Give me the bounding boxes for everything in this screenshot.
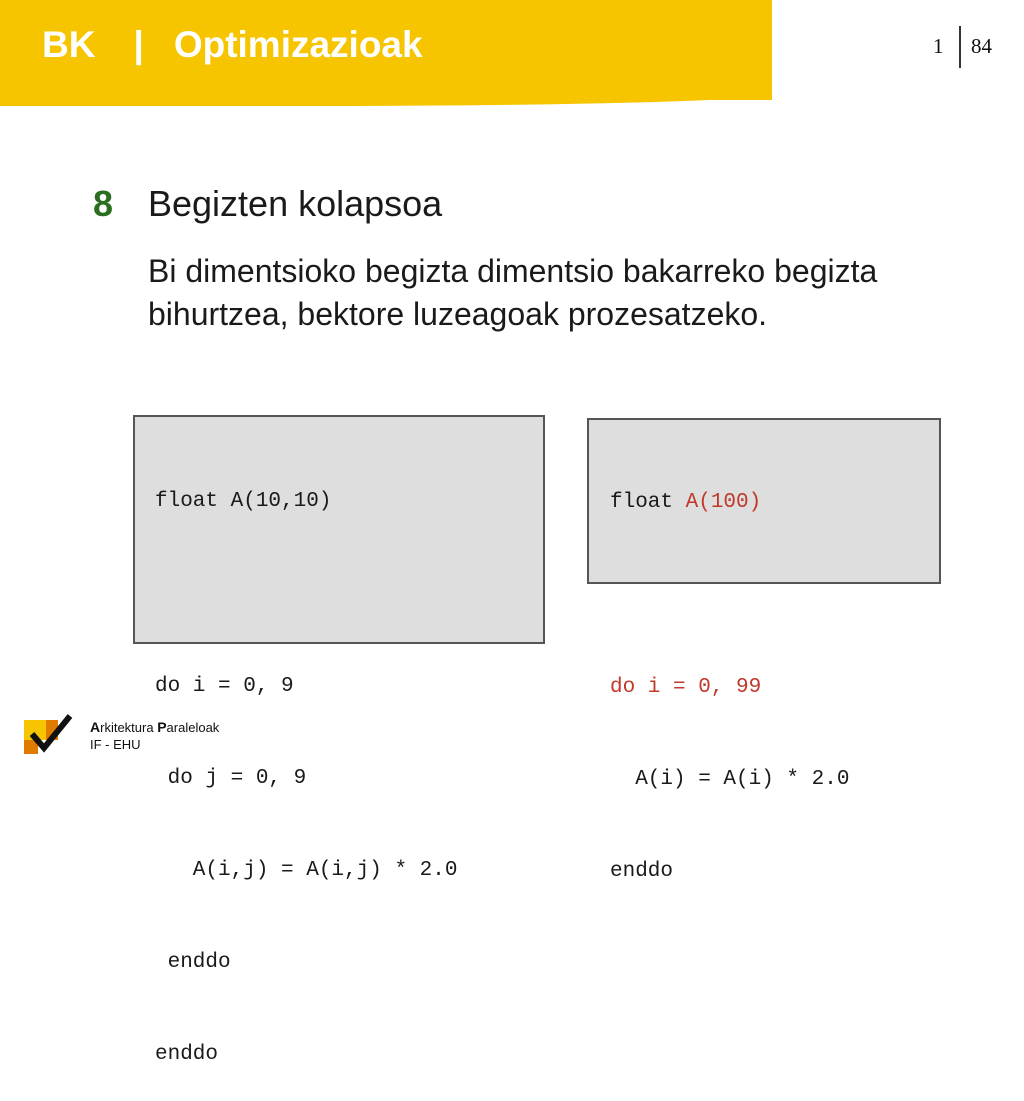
- code-line: enddo: [155, 1042, 219, 1066]
- code-line: [610, 581, 939, 612]
- header-separator: |: [133, 24, 144, 65]
- header-title: Optimizazioak: [173, 24, 423, 65]
- header-title-bar: [42, 24, 423, 66]
- footer-initial: P: [157, 719, 167, 735]
- course-code: BK: [42, 24, 96, 65]
- code-highlight: do i = 0, 99: [610, 675, 762, 699]
- code-line: enddo: [610, 859, 674, 883]
- code-block-collapsed: [587, 418, 941, 883]
- code-line: [155, 580, 543, 611]
- footer-text-part: rkitektura: [100, 720, 158, 735]
- footer-line-2: IF - EHU: [90, 737, 141, 752]
- page-number-divider: [959, 26, 961, 68]
- code-text: float: [610, 491, 686, 515]
- footer-text-part: araleloak: [166, 720, 220, 735]
- footer-initial: A: [90, 719, 101, 735]
- code-highlight: A(100): [685, 491, 762, 515]
- slide-number: 84: [971, 34, 992, 58]
- code-line: float A(10,10): [155, 490, 332, 514]
- section-body-text: Bi dimentsioko begizta dimentsio bakarreko begizta bihurtzea, bektore luzeagoak prozesatzeko.: [148, 253, 878, 332]
- code-line: A(i,j) = A(i,j) * 2.0: [155, 858, 458, 882]
- code-line: enddo: [155, 950, 231, 974]
- chapter-number: 1: [933, 34, 944, 58]
- section-title: Begizten kolapsoa: [148, 183, 443, 224]
- code-line: do i = 0, 9: [155, 674, 294, 698]
- code-line: A(i) = A(i) * 2.0: [610, 767, 850, 791]
- section-number: 8: [93, 183, 114, 224]
- code-line: do j = 0, 9: [155, 766, 307, 790]
- checkmark-logo-icon: [22, 712, 78, 756]
- footer-institution: [90, 719, 219, 753]
- footer-line-1: [90, 719, 219, 736]
- code-line: [610, 488, 939, 519]
